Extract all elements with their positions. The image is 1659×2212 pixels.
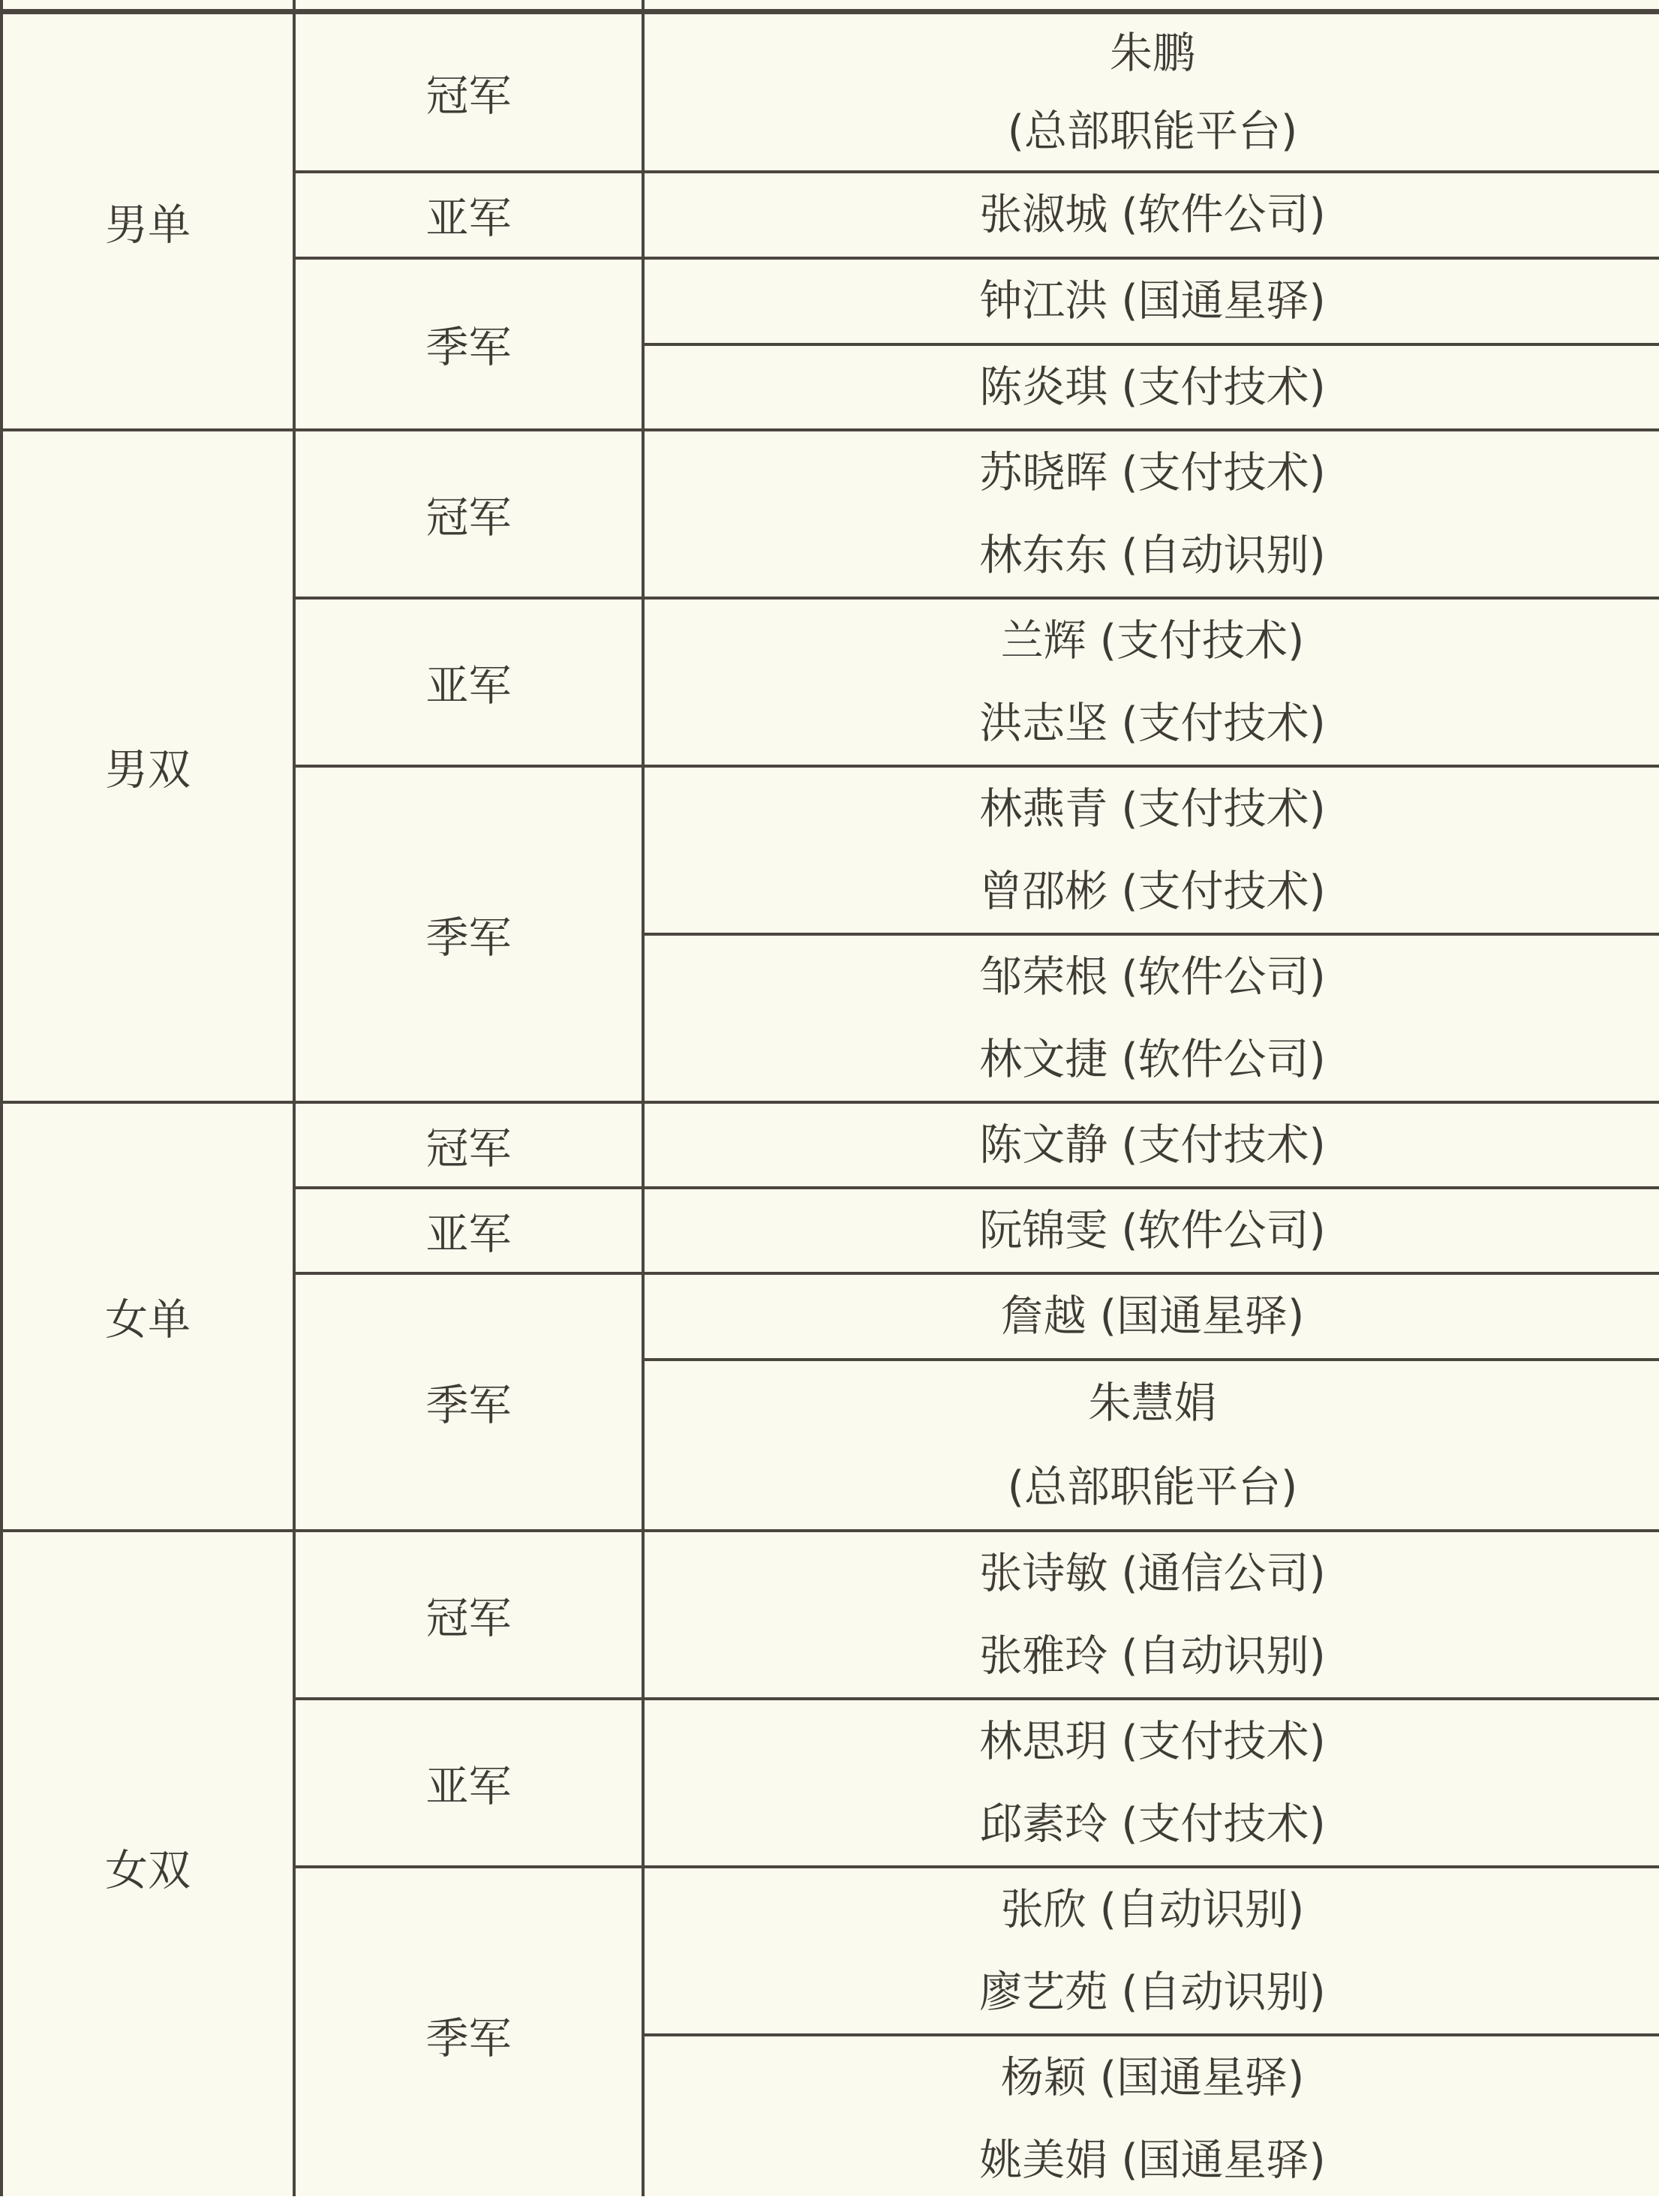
- cropped-cell: [643, 0, 1659, 11]
- winner-line: 陈文静 (支付技术): [979, 1120, 1326, 1170]
- rank-cell: 冠军: [294, 11, 643, 172]
- event-cell: 男单: [2, 11, 294, 430]
- winner-cell: [643, 766, 1659, 934]
- event-cell: 男双: [2, 430, 294, 1102]
- winner-cell: [643, 430, 1659, 598]
- winner-line: 林文捷 (软件公司): [979, 1034, 1326, 1084]
- table-row: [2, 1102, 1659, 1188]
- cropped-cell: [2, 0, 294, 11]
- winner-line: (总部职能平台): [1007, 106, 1298, 156]
- winner-line: 张淑城 (软件公司): [979, 190, 1326, 239]
- winner-line: 曾邵彬 (支付技术): [979, 866, 1326, 916]
- table-row: [2, 11, 1659, 172]
- page-bottom-strip: [0, 2196, 1659, 2212]
- winner-cell: [643, 1102, 1659, 1188]
- winner-cell: [643, 1188, 1659, 1273]
- winner-line: 钟江洪 (国通星驿): [979, 276, 1326, 326]
- winner-line: 杨颖 (国通星驿): [1000, 2052, 1305, 2102]
- rank-cell: 季军: [294, 766, 643, 1102]
- table-row: [2, 1531, 1659, 1699]
- rank-cell: 亚军: [294, 1699, 643, 1867]
- winner-line: 廖艺苑 (自动识别): [979, 1967, 1326, 2017]
- rank-cell: 亚军: [294, 598, 643, 766]
- winner-line: 苏晓晖 (支付技术): [979, 447, 1326, 497]
- table-row: [2, 430, 1659, 598]
- winner-line: 张欣 (自动识别): [1000, 1884, 1305, 1934]
- event-cell: 女单: [2, 1102, 294, 1531]
- winner-line: 林燕青 (支付技术): [979, 783, 1326, 834]
- winner-cell: [643, 598, 1659, 766]
- winner-line: (总部职能平台): [1007, 1462, 1298, 1512]
- rank-cell: 亚军: [294, 1188, 643, 1273]
- winner-cell: [643, 1273, 1659, 1360]
- winner-line: 洪志坚 (支付技术): [979, 698, 1326, 748]
- winner-cell: [643, 1699, 1659, 1867]
- winner-line: 陈炎琪 (支付技术): [979, 362, 1326, 412]
- winner-cell: [643, 258, 1659, 344]
- winner-line: 朱慧娟: [1088, 1378, 1217, 1428]
- winner-line: 张雅玲 (自动识别): [979, 1630, 1326, 1681]
- winner-line: 詹越 (国通星驿): [1000, 1291, 1305, 1341]
- cropped-row-top: [2, 0, 1659, 11]
- rank-cell: 冠军: [294, 1102, 643, 1188]
- winner-line: 朱鹏: [1110, 28, 1195, 78]
- winner-line: 林东东 (自动识别): [979, 530, 1326, 580]
- rank-cell: 亚军: [294, 172, 643, 258]
- winner-cell: [643, 1531, 1659, 1699]
- winner-cell: [643, 2035, 1659, 2204]
- cropped-cell: [294, 0, 643, 11]
- winner-cell: [643, 344, 1659, 430]
- winner-cell: [643, 172, 1659, 258]
- winner-line: 邹荣根 (软件公司): [979, 951, 1326, 1002]
- winner-line: 林思玥 (支付技术): [979, 1716, 1326, 1766]
- winner-line: 张诗敏 (通信公司): [979, 1548, 1326, 1598]
- rank-cell: 冠军: [294, 1531, 643, 1699]
- rank-cell: 季军: [294, 258, 643, 430]
- rank-cell: 季军: [294, 1273, 643, 1531]
- winner-cell: [643, 11, 1659, 172]
- rank-cell: 冠军: [294, 430, 643, 598]
- winner-line: 邱素玲 (支付技术): [979, 1799, 1326, 1849]
- winner-cell: [643, 1360, 1659, 1531]
- winner-line: 姚美娟 (国通星驿): [979, 2135, 1326, 2185]
- rank-cell: 季军: [294, 1867, 643, 2204]
- winner-cell: [643, 1867, 1659, 2035]
- winner-line: 阮锦雯 (软件公司): [979, 1205, 1326, 1255]
- event-cell: 女双: [2, 1531, 294, 2204]
- winner-cell: [643, 934, 1659, 1102]
- winner-line: 兰辉 (支付技术): [1000, 615, 1305, 666]
